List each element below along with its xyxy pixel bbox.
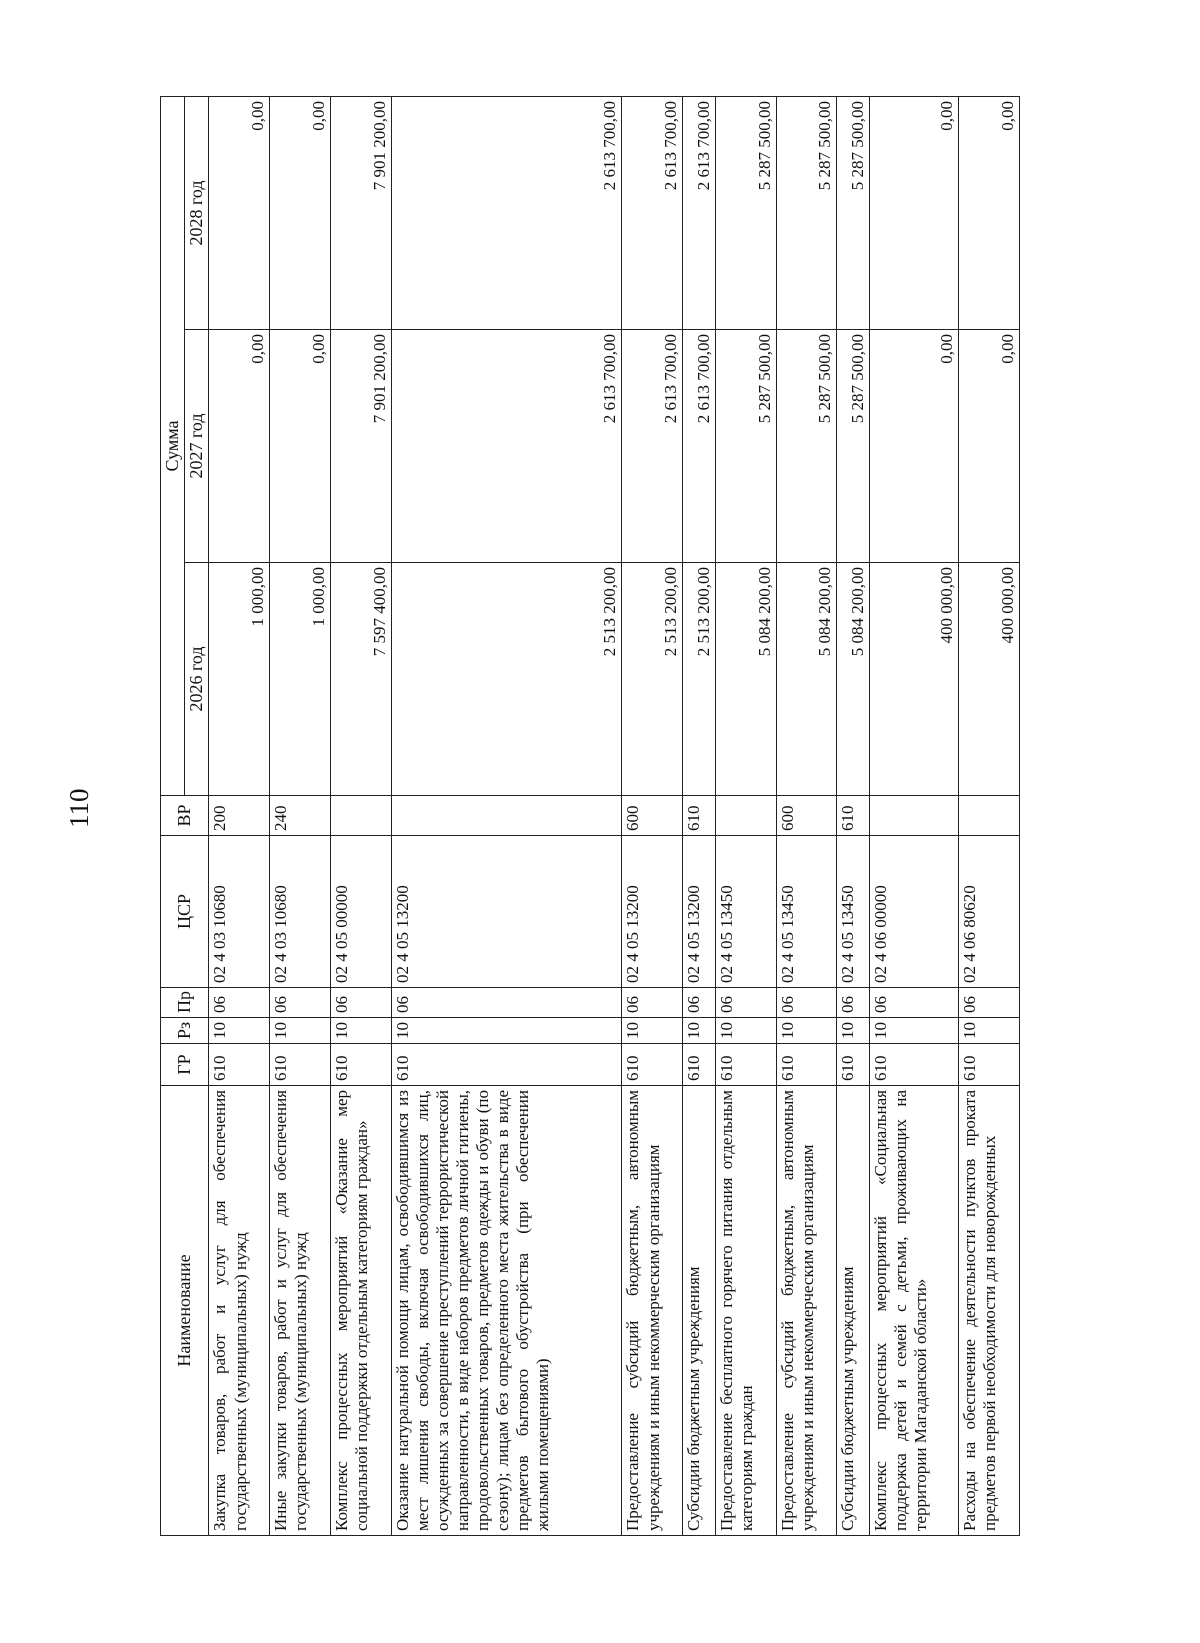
cell-2026: 400 000,00 bbox=[959, 563, 1020, 796]
cell-vr: 200 bbox=[209, 796, 270, 836]
cell-2028: 2 613 700,00 bbox=[622, 96, 683, 329]
table-row bbox=[331, 96, 392, 1535]
header-rz: Рз bbox=[161, 1018, 209, 1044]
header-name: Наименование bbox=[161, 1086, 209, 1536]
cell-2026: 2 513 200,00 bbox=[683, 563, 716, 796]
cell-pr: 06 bbox=[270, 988, 331, 1018]
cell-2026: 5 084 200,00 bbox=[837, 563, 870, 796]
cell-csr: 02 4 05 13450 bbox=[776, 836, 837, 988]
header-2026: 2026 год bbox=[185, 563, 209, 796]
cell-gr: 610 bbox=[331, 1044, 392, 1086]
table-row bbox=[391, 96, 622, 1535]
cell-vr bbox=[959, 796, 1020, 836]
cell-name: Комплекс процессных мероприятий «Оказание мер социальной поддержки отдельным категориям граждан» bbox=[331, 1086, 392, 1536]
header-gr: ГР bbox=[161, 1044, 209, 1086]
table-row bbox=[683, 96, 716, 1535]
cell-2028: 5 287 500,00 bbox=[837, 96, 870, 329]
cell-rz: 10 bbox=[959, 1018, 1020, 1044]
cell-csr: 02 4 06 80620 bbox=[959, 836, 1020, 988]
cell-2028: 0,00 bbox=[209, 96, 270, 329]
cell-gr: 610 bbox=[837, 1044, 870, 1086]
cell-2028: 2 613 700,00 bbox=[391, 96, 622, 329]
cell-csr: 02 4 05 13200 bbox=[622, 836, 683, 988]
cell-gr: 610 bbox=[209, 1044, 270, 1086]
table-body bbox=[209, 96, 1020, 1535]
cell-gr: 610 bbox=[715, 1044, 776, 1086]
table-row bbox=[209, 96, 270, 1535]
cell-2028: 0,00 bbox=[869, 96, 958, 329]
table-row bbox=[776, 96, 837, 1535]
cell-rz: 10 bbox=[837, 1018, 870, 1044]
cell-2026: 2 513 200,00 bbox=[622, 563, 683, 796]
cell-vr bbox=[715, 796, 776, 836]
cell-gr: 610 bbox=[869, 1044, 958, 1086]
cell-2027: 0,00 bbox=[209, 330, 270, 563]
cell-vr bbox=[391, 796, 622, 836]
cell-csr: 02 4 05 13200 bbox=[683, 836, 716, 988]
cell-2028: 0,00 bbox=[270, 96, 331, 329]
cell-2026: 5 084 200,00 bbox=[776, 563, 837, 796]
cell-rz: 10 bbox=[715, 1018, 776, 1044]
cell-2028: 2 613 700,00 bbox=[683, 96, 716, 329]
cell-2027: 5 287 500,00 bbox=[715, 330, 776, 563]
cell-name: Субсидии бюджетным учреждениям bbox=[683, 1086, 716, 1536]
cell-name: Закупка товаров, работ и услуг для обеспечения государственных (муниципальных) нужд bbox=[209, 1086, 270, 1536]
cell-name: Субсидии бюджетным учреждениям bbox=[837, 1086, 870, 1536]
cell-2026: 1 000,00 bbox=[270, 563, 331, 796]
cell-vr bbox=[331, 796, 392, 836]
table-row bbox=[959, 96, 1020, 1535]
cell-vr: 610 bbox=[837, 796, 870, 836]
cell-pr: 06 bbox=[869, 988, 958, 1018]
cell-2028: 5 287 500,00 bbox=[776, 96, 837, 329]
table-row bbox=[622, 96, 683, 1535]
cell-pr: 06 bbox=[776, 988, 837, 1018]
cell-rz: 10 bbox=[391, 1018, 622, 1044]
cell-name: Расходы на обеспечение деятельности пунктов проката предметов первой необходимости для новорожденных bbox=[959, 1086, 1020, 1536]
cell-pr: 06 bbox=[391, 988, 622, 1018]
header-csr: ЦСР bbox=[161, 836, 209, 988]
cell-vr: 600 bbox=[622, 796, 683, 836]
table-row bbox=[715, 96, 776, 1535]
cell-rz: 10 bbox=[209, 1018, 270, 1044]
cell-2028: 0,00 bbox=[959, 96, 1020, 329]
cell-gr: 610 bbox=[622, 1044, 683, 1086]
cell-2027: 5 287 500,00 bbox=[776, 330, 837, 563]
cell-rz: 10 bbox=[331, 1018, 392, 1044]
cell-gr: 610 bbox=[683, 1044, 716, 1086]
cell-2026: 400 000,00 bbox=[869, 563, 958, 796]
cell-2026: 5 084 200,00 bbox=[715, 563, 776, 796]
cell-csr: 02 4 05 13450 bbox=[715, 836, 776, 988]
header-pr: Пр bbox=[161, 988, 209, 1018]
cell-pr: 06 bbox=[209, 988, 270, 1018]
cell-name: Предоставление бесплатного горячего питания отдельным категориям граждан bbox=[715, 1086, 776, 1536]
header-vr: ВР bbox=[161, 796, 209, 836]
header-2028: 2028 год bbox=[185, 96, 209, 329]
cell-2026: 7 597 400,00 bbox=[331, 563, 392, 796]
cell-csr: 02 4 03 10680 bbox=[209, 836, 270, 988]
cell-vr: 240 bbox=[270, 796, 331, 836]
cell-2026: 1 000,00 bbox=[209, 563, 270, 796]
cell-name: Комплекс процессных мероприятий «Социальная поддержка детей и семей с детьми, проживающих на территории Магаданской области» bbox=[869, 1086, 958, 1536]
cell-2027: 0,00 bbox=[270, 330, 331, 563]
table-row bbox=[837, 96, 870, 1535]
cell-2027: 0,00 bbox=[869, 330, 958, 563]
cell-2027: 2 613 700,00 bbox=[622, 330, 683, 563]
cell-gr: 610 bbox=[391, 1044, 622, 1086]
cell-pr: 06 bbox=[959, 988, 1020, 1018]
cell-csr: 02 4 05 13450 bbox=[837, 836, 870, 988]
cell-2027: 0,00 bbox=[959, 330, 1020, 563]
cell-csr: 02 4 05 13200 bbox=[391, 836, 622, 988]
cell-2027: 7 901 200,00 bbox=[331, 330, 392, 563]
cell-pr: 06 bbox=[837, 988, 870, 1018]
cell-vr: 610 bbox=[683, 796, 716, 836]
cell-rz: 10 bbox=[270, 1018, 331, 1044]
cell-name: Иные закупки товаров, работ и услуг для обеспечения государственных (муниципальных) нужд bbox=[270, 1086, 331, 1536]
cell-2028: 5 287 500,00 bbox=[715, 96, 776, 329]
cell-csr: 02 4 05 00000 bbox=[331, 836, 392, 988]
rotated-table-wrapper bbox=[160, 96, 1020, 1536]
cell-pr: 06 bbox=[715, 988, 776, 1018]
cell-pr: 06 bbox=[331, 988, 392, 1018]
header-2027: 2027 год bbox=[185, 330, 209, 563]
cell-2027: 5 287 500,00 bbox=[837, 330, 870, 563]
cell-gr: 610 bbox=[270, 1044, 331, 1086]
header-sum: Сумма bbox=[161, 96, 185, 795]
cell-gr: 610 bbox=[959, 1044, 1020, 1086]
cell-pr: 06 bbox=[622, 988, 683, 1018]
cell-rz: 10 bbox=[869, 1018, 958, 1044]
cell-rz: 10 bbox=[622, 1018, 683, 1044]
cell-rz: 10 bbox=[683, 1018, 716, 1044]
cell-vr: 600 bbox=[776, 796, 837, 836]
cell-2027: 2 613 700,00 bbox=[391, 330, 622, 563]
cell-vr bbox=[869, 796, 958, 836]
cell-name: Оказание натуральной помощи лицам, освободившимся из мест лишения свободы, включая освободившихся лиц, осужденных за совершение преступлений террористической направленности, в виде наборов предметов личной гигиены, продовольственных товаров, предметов одежды и обуви (по сезону); лицам без определенного места жительства в виде предметов бытового обустройства (при обеспечении жилыми помещениями) bbox=[391, 1086, 622, 1536]
cell-rz: 10 bbox=[776, 1018, 837, 1044]
cell-gr: 610 bbox=[776, 1044, 837, 1086]
table-row bbox=[270, 96, 331, 1535]
budget-table bbox=[160, 96, 1020, 1536]
cell-name: Предоставление субсидий бюджетным, автономным учреждениям и иным некоммерческим организациям bbox=[776, 1086, 837, 1536]
cell-csr: 02 4 03 10680 bbox=[270, 836, 331, 988]
cell-pr: 06 bbox=[683, 988, 716, 1018]
cell-2028: 7 901 200,00 bbox=[331, 96, 392, 329]
cell-csr: 02 4 06 00000 bbox=[869, 836, 958, 988]
page-number: 110 bbox=[64, 788, 94, 828]
cell-2027: 2 613 700,00 bbox=[683, 330, 716, 563]
table-row bbox=[869, 96, 958, 1535]
cell-name: Предоставление субсидий бюджетным, автономным учреждениям и иным некоммерческим организациям bbox=[622, 1086, 683, 1536]
cell-2026: 2 513 200,00 bbox=[391, 563, 622, 796]
